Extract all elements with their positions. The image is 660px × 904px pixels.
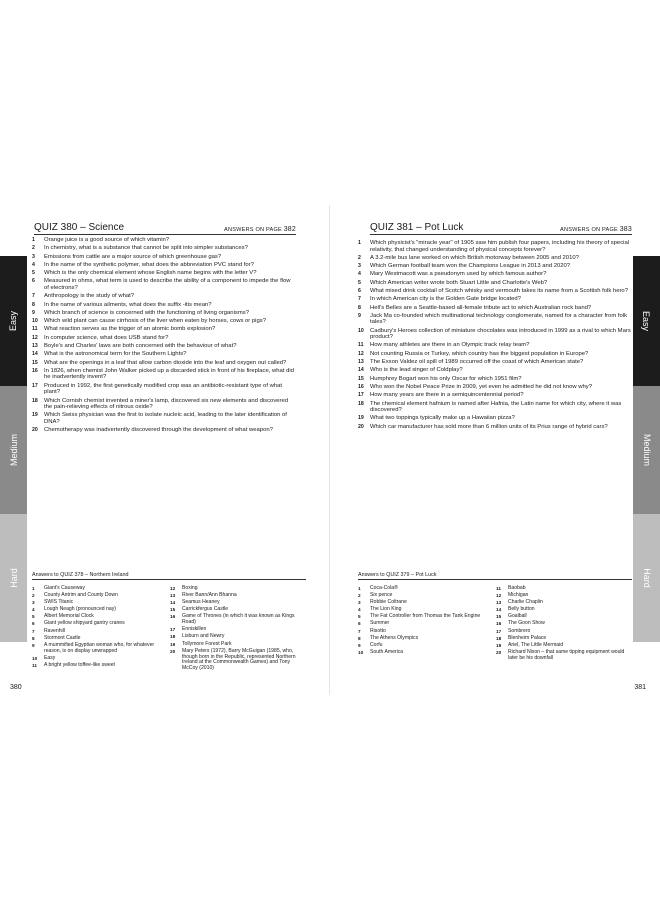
answers-heading: Answers to QUIZ 378 – Northern Ireland — [32, 572, 306, 580]
answer-item — [496, 629, 634, 635]
question-item — [32, 270, 296, 277]
page-number: 380 — [10, 684, 22, 691]
question-item — [358, 263, 634, 270]
answer-number: 19 — [170, 641, 176, 647]
answer-number: 13 — [170, 593, 176, 599]
answer-item — [32, 663, 170, 669]
answer-text: River Bann/Ann Bhanna — [182, 592, 237, 599]
question-item — [358, 392, 634, 399]
answer-text: The Lion King — [370, 606, 402, 613]
question-text: Measured in ohms, what term is used to describe the ability of a component to impede the flow of electrons? — [44, 278, 291, 291]
answer-text: A bright yellow toffee-like sweet — [44, 661, 115, 668]
answer-item — [496, 593, 634, 599]
question-text: A 3.2-mile bus lane worked on which British motorway between 2005 and 2010? — [370, 254, 579, 261]
question-item — [358, 296, 634, 303]
answer-text: Charlie Chaplin — [508, 599, 543, 606]
answer-number: 20 — [170, 648, 176, 654]
question-item — [358, 424, 634, 431]
question-text: Which American writer wrote both Stuart Little and Charlotte's Web? — [370, 279, 548, 286]
answer-number: 19 — [496, 642, 502, 648]
question-item — [358, 305, 634, 312]
question-item — [358, 240, 634, 253]
question-item — [358, 255, 634, 262]
answer-text: Sombrero — [508, 627, 531, 634]
question-text: What mixed drink cocktail of Scotch whisky and vermouth takes its name from a Scottish folk hero? — [370, 287, 628, 294]
answer-item — [170, 586, 308, 592]
question-item — [32, 398, 296, 411]
question-text: In computer science, what does USB stand for? — [44, 334, 169, 341]
question-item — [358, 401, 634, 414]
answer-number: 3 — [358, 600, 361, 606]
answer-item — [358, 593, 496, 599]
answer-text: Seamus Heaney — [182, 599, 220, 606]
question-text: What is the astronomical term for the Southern Lights? — [44, 351, 187, 358]
answer-item — [496, 586, 634, 592]
answer-number: 20 — [496, 649, 502, 655]
question-number: 10 — [358, 327, 364, 334]
question-text: Produced in 1992, the first genetically modified crop was an antibiotic-resistant type of what plant? — [44, 382, 283, 396]
answer-text: Baobab — [508, 585, 526, 591]
question-number: 15 — [358, 375, 364, 382]
question-number: 19 — [358, 415, 364, 422]
question-item — [358, 288, 634, 295]
question-item — [32, 310, 296, 317]
answer-item — [358, 621, 496, 627]
answer-text: The Fat Controller from Thomas the Tank Engine — [370, 613, 481, 620]
question-text: Which wild plant can cause cirrhosis of the liver when eaten by horses, cows or pigs? — [44, 318, 266, 325]
answer-item — [496, 643, 634, 649]
answer-item — [358, 636, 496, 642]
question-text: Which German football team won the Champions League in 2013 and 2020? — [370, 263, 571, 270]
answers-block-left — [32, 586, 308, 673]
question-text: Humphrey Bogart won his only Oscar for which 1951 film? — [370, 375, 522, 382]
question-number: 6 — [32, 278, 35, 285]
answer-number: 14 — [170, 600, 176, 606]
answer-number: 7 — [358, 628, 361, 634]
answer-number: 17 — [170, 627, 176, 633]
question-text: How many athletes are there in an Olympic track relay team? — [370, 342, 530, 349]
question-item — [32, 302, 296, 309]
answer-number: 1 — [32, 586, 35, 591]
question-text: Boyle's and Charles' laws are both concerned with the behaviour of what? — [44, 343, 237, 350]
question-item — [358, 313, 634, 326]
answer-text: Belly button — [508, 606, 535, 613]
answer-number: 6 — [32, 621, 35, 627]
answer-number: 3 — [32, 600, 35, 606]
question-number: 20 — [32, 427, 38, 434]
question-list-right — [358, 240, 634, 432]
answer-text: Boxing — [182, 585, 198, 591]
difficulty-tab-medium: Medium — [633, 386, 660, 514]
answer-item — [32, 656, 170, 662]
answer-item — [32, 614, 170, 620]
question-number: 12 — [32, 334, 38, 341]
answer-item — [170, 600, 308, 606]
question-number: 5 — [358, 279, 361, 286]
quiz-header-left — [34, 218, 296, 235]
answers-page-ref: ANSWERS ON PAGE 382 — [224, 226, 296, 233]
question-item — [32, 360, 296, 367]
question-text: Which Swiss physician was the first to isolate nucleic acid, leading to the later identification of DNA? — [44, 412, 287, 425]
answers-column — [170, 586, 308, 673]
answer-number: 17 — [496, 628, 502, 634]
question-text: The Exxon Valdez oil spill of 1989 occurred off the coast of which American state? — [370, 359, 584, 366]
answer-number: 14 — [496, 607, 502, 613]
question-number: 3 — [358, 263, 361, 270]
answers-column — [32, 586, 170, 673]
answer-item — [358, 643, 496, 649]
answer-text: Michigan — [508, 592, 529, 599]
question-number: 3 — [32, 253, 35, 260]
answer-item — [496, 650, 634, 662]
question-item — [358, 359, 634, 366]
answer-text: County Antrim and County Down — [44, 592, 118, 599]
question-text: In the name of the synthetic polymer, what does the abbreviation PVC stand for? — [44, 261, 254, 268]
question-text: What are the openings in a leaf that allow carbon dioxide into the leaf and oxygen out called? — [44, 359, 287, 366]
answer-text: Coca-Cola® — [370, 585, 398, 591]
answer-number: 15 — [496, 614, 502, 620]
answer-text: Goalball — [508, 613, 527, 620]
answer-number: 9 — [32, 642, 35, 648]
question-item — [32, 383, 296, 396]
answer-item — [170, 607, 308, 613]
answer-text: Stormont Castle — [44, 634, 81, 641]
question-item — [358, 376, 634, 383]
answer-number: 4 — [32, 607, 35, 613]
answer-number: 16 — [496, 621, 502, 627]
question-number: 18 — [32, 397, 38, 404]
question-text: Which Cornish chemist invented a miner's lamp, discovered six new elements and discovered the pain-relieving effects of nitrous oxide? — [44, 397, 289, 411]
question-number: 17 — [358, 392, 364, 399]
answer-item — [358, 650, 496, 656]
question-item — [32, 368, 296, 381]
question-item — [358, 328, 634, 341]
answer-item — [358, 600, 496, 606]
question-text: How many years are there in a semiquincentennial period? — [370, 392, 524, 399]
answer-text: Ravenhill — [44, 627, 65, 634]
answer-item — [358, 607, 496, 613]
answer-number: 1 — [358, 586, 361, 591]
answer-number: 16 — [170, 614, 176, 620]
answer-item — [170, 614, 308, 626]
question-item — [358, 415, 634, 422]
question-number: 8 — [358, 304, 361, 311]
answer-item — [358, 614, 496, 620]
answer-number: 12 — [496, 593, 502, 599]
question-text: In which American city is the Golden Gate bridge located? — [370, 296, 521, 303]
question-item — [32, 427, 296, 434]
answer-text: Richard Nixon – that same tipping equipment would later be his downfall — [508, 648, 625, 661]
question-number: 10 — [32, 318, 38, 325]
quiz-header-right — [370, 218, 632, 235]
question-number: 12 — [358, 350, 364, 357]
question-number: 8 — [32, 301, 35, 308]
answer-number: 5 — [32, 614, 35, 620]
answer-item — [32, 643, 170, 655]
answers-page-ref: ANSWERS ON PAGE 383 — [560, 226, 632, 233]
answer-text: Carrickfergus Castle — [182, 606, 229, 613]
question-text: Who is the lead singer of Coldplay? — [370, 367, 463, 374]
question-text: Which physicist's "miracle year" of 1905 saw him publish four papers, including his theory of special relativity, that changed understanding of physical concepts forever? — [370, 240, 630, 253]
question-text: Which car manufacturer has sold more than 6 million units of its Prius range of hybrid cars? — [370, 423, 608, 430]
difficulty-tab-hard: Hard — [633, 514, 660, 642]
question-number: 9 — [32, 309, 35, 316]
answers-column — [496, 586, 634, 663]
answers-block-right — [358, 586, 634, 663]
answer-text: Giant's Causeway — [44, 585, 85, 591]
difficulty-tab-medium: Medium — [0, 386, 27, 514]
question-number: 4 — [358, 271, 361, 278]
answer-number: 4 — [358, 607, 361, 613]
question-text: The chemical element hafnium is named after Hafnia, the Latin name for which city, where it was discovered? — [370, 400, 622, 414]
answer-number: 11 — [496, 586, 501, 591]
question-text: Orange juice is a good source of which vitamin? — [44, 237, 170, 243]
answer-item — [358, 586, 496, 592]
question-text: Cadbury's Heroes collection of miniature chocolates was introduced in 1999 as a rival to which Mars product? — [370, 327, 631, 341]
right-page — [330, 0, 660, 904]
answer-number: 9 — [358, 642, 361, 648]
answer-text: Risotto — [370, 627, 386, 634]
answer-text: Easy — [44, 654, 56, 661]
answer-text: Albert Memorial Clock — [44, 613, 94, 620]
answer-text: Tollymore Forest Park — [182, 640, 232, 647]
question-number: 16 — [32, 367, 38, 374]
question-item — [358, 384, 634, 391]
question-number: 18 — [358, 400, 364, 407]
question-item — [32, 254, 296, 261]
answer-text: South America — [370, 648, 404, 655]
question-item — [32, 318, 296, 325]
question-number: 17 — [32, 382, 38, 389]
quiz-title: QUIZ 380 – Science — [34, 222, 125, 233]
answer-item — [32, 600, 170, 606]
question-number: 5 — [32, 270, 35, 277]
question-item — [358, 367, 634, 374]
question-item — [358, 342, 634, 349]
answer-text: Robbie Coltrane — [370, 599, 407, 606]
answer-item — [496, 600, 634, 606]
question-text: What reaction serves as the trigger of an atomic bomb explosion? — [44, 326, 216, 333]
answer-number: 11 — [32, 662, 37, 668]
question-text: Which is the only chemical element whose English name begins with the letter V? — [44, 270, 257, 277]
question-text: Chemotherapy was inadvertently discovered through the development of what weapon? — [44, 427, 273, 434]
question-number: 7 — [32, 293, 35, 300]
question-number: 4 — [32, 261, 35, 268]
answer-number: 8 — [358, 635, 361, 641]
answer-text: Lough Neagh (pronounced nay) — [44, 606, 116, 613]
question-number: 15 — [32, 359, 38, 366]
question-number: 9 — [358, 312, 361, 319]
answer-item — [32, 593, 170, 599]
answer-text: A mummified Egyptian woman who, for whatever reason, is on display unwrapped — [44, 641, 155, 654]
question-number: 14 — [358, 367, 364, 374]
question-item — [32, 245, 296, 252]
question-item — [32, 343, 296, 350]
page-number: 381 — [634, 684, 646, 691]
answer-text: SWIS Titanic — [44, 599, 74, 606]
answer-item — [32, 586, 170, 592]
question-number: 2 — [32, 245, 35, 252]
question-number: 1 — [358, 240, 361, 246]
question-list-left — [32, 237, 296, 435]
answer-item — [358, 629, 496, 635]
difficulty-tab-easy: Easy — [633, 256, 660, 386]
answer-item — [496, 636, 634, 642]
question-item — [32, 278, 296, 291]
answer-item — [170, 634, 308, 640]
answer-item — [32, 621, 170, 627]
answer-item — [32, 607, 170, 613]
question-number: 7 — [358, 296, 361, 303]
question-text: In chemistry, what is a substance that cannot be split into simpler substances? — [44, 245, 248, 252]
question-text: In 1826, when chemist John Walker picked up a discarded stick in front of his fireplace, what did he inadvertently invent? — [44, 367, 294, 381]
question-text: Which branch of science is concerned with the functioning of living organisms? — [44, 309, 249, 316]
answer-number: 15 — [170, 607, 176, 613]
question-item — [32, 293, 296, 300]
question-number: 11 — [32, 326, 38, 333]
question-item — [32, 335, 296, 342]
answer-text: Mary Peters (1972), Barry McGuigan (1985, who, though born in the Republic, represented Northern Ireland at the Commonwealth Games) and Tony McCoy (2010) — [182, 647, 296, 672]
question-item — [358, 271, 634, 278]
question-text: Mary Westmacott was a pseudonym used by which famous author? — [370, 271, 547, 278]
question-number: 14 — [32, 351, 38, 358]
answer-item — [496, 607, 634, 613]
answer-text: The Goon Show — [508, 620, 545, 627]
answers-column — [358, 586, 496, 663]
answer-number: 10 — [358, 649, 364, 655]
answer-number: 12 — [170, 586, 176, 591]
answer-item — [170, 642, 308, 648]
question-number: 13 — [32, 343, 38, 350]
answer-text: Game of Thrones (in which it was known as Kings Road) — [182, 613, 295, 626]
answer-text: Enniskillen — [182, 626, 207, 633]
question-item — [32, 351, 296, 358]
question-text: Who won the Nobel Peace Prize in 2009, yet even he admitted he did not know why? — [370, 383, 593, 390]
question-number: 1 — [32, 237, 35, 243]
question-text: Emissions from cattle are a major source of which greenhouse gas? — [44, 253, 222, 260]
question-text: In the name of various ailments, what does the suffix -itis mean? — [44, 301, 212, 308]
answer-text: Corfu — [370, 641, 383, 648]
answer-item — [170, 627, 308, 633]
question-number: 6 — [358, 287, 361, 294]
answer-number: 18 — [496, 635, 502, 641]
answers-heading: Answers to QUIZ 379 – Pot Luck — [358, 572, 632, 580]
answer-item — [170, 649, 308, 673]
answer-number: 18 — [170, 634, 176, 640]
answer-item — [170, 593, 308, 599]
question-number: 19 — [32, 412, 38, 419]
question-number: 13 — [358, 359, 364, 366]
question-item — [32, 262, 296, 269]
question-item — [358, 351, 634, 358]
question-item — [32, 412, 296, 425]
question-text: Hell's Belles are a Seattle-based all-female tribute act to which Australian rock band? — [370, 304, 592, 311]
answer-number: 13 — [496, 600, 502, 606]
question-item — [32, 237, 296, 244]
question-item — [358, 280, 634, 287]
answer-number: 2 — [32, 593, 35, 599]
difficulty-tab-easy: Easy — [0, 256, 27, 386]
question-number: 2 — [358, 254, 361, 261]
answer-number: 6 — [358, 621, 361, 627]
answer-text: Ariel, The Little Mermaid — [508, 641, 564, 648]
answer-item — [496, 621, 634, 627]
answer-number: 7 — [32, 628, 35, 634]
question-text: Not counting Russia or Turkey, which country has the biggest population in Europe? — [370, 350, 589, 357]
answer-item — [32, 629, 170, 635]
answer-item — [32, 636, 170, 642]
answer-text: Summer — [370, 620, 390, 627]
question-number: 11 — [358, 342, 364, 349]
answer-text: Blenheim Palace — [508, 634, 547, 641]
question-text: What two toppings typically make up a Hawaiian pizza? — [370, 415, 515, 422]
answer-number: 8 — [32, 635, 35, 641]
question-number: 20 — [358, 423, 364, 430]
question-number: 16 — [358, 383, 364, 390]
answer-text: The Athens Olympics — [370, 634, 419, 641]
answer-number: 2 — [358, 593, 361, 599]
answer-number: 10 — [32, 655, 38, 661]
answer-item — [496, 614, 634, 620]
answer-number: 5 — [358, 614, 361, 620]
answer-text: Six pence — [370, 592, 393, 599]
answer-text: Giant yellow shipyard gantry cranes — [44, 620, 125, 627]
question-item — [32, 326, 296, 333]
question-text: Anthropology is the study of what? — [44, 293, 135, 300]
difficulty-tab-hard: Hard — [0, 514, 27, 642]
quiz-title: QUIZ 381 – Pot Luck — [370, 222, 464, 233]
question-text: Jack Ma co-founded which multinational technology conglomerate, named for a character from folk tales? — [370, 312, 628, 326]
answer-text: Lisburn and Newry — [182, 633, 225, 640]
